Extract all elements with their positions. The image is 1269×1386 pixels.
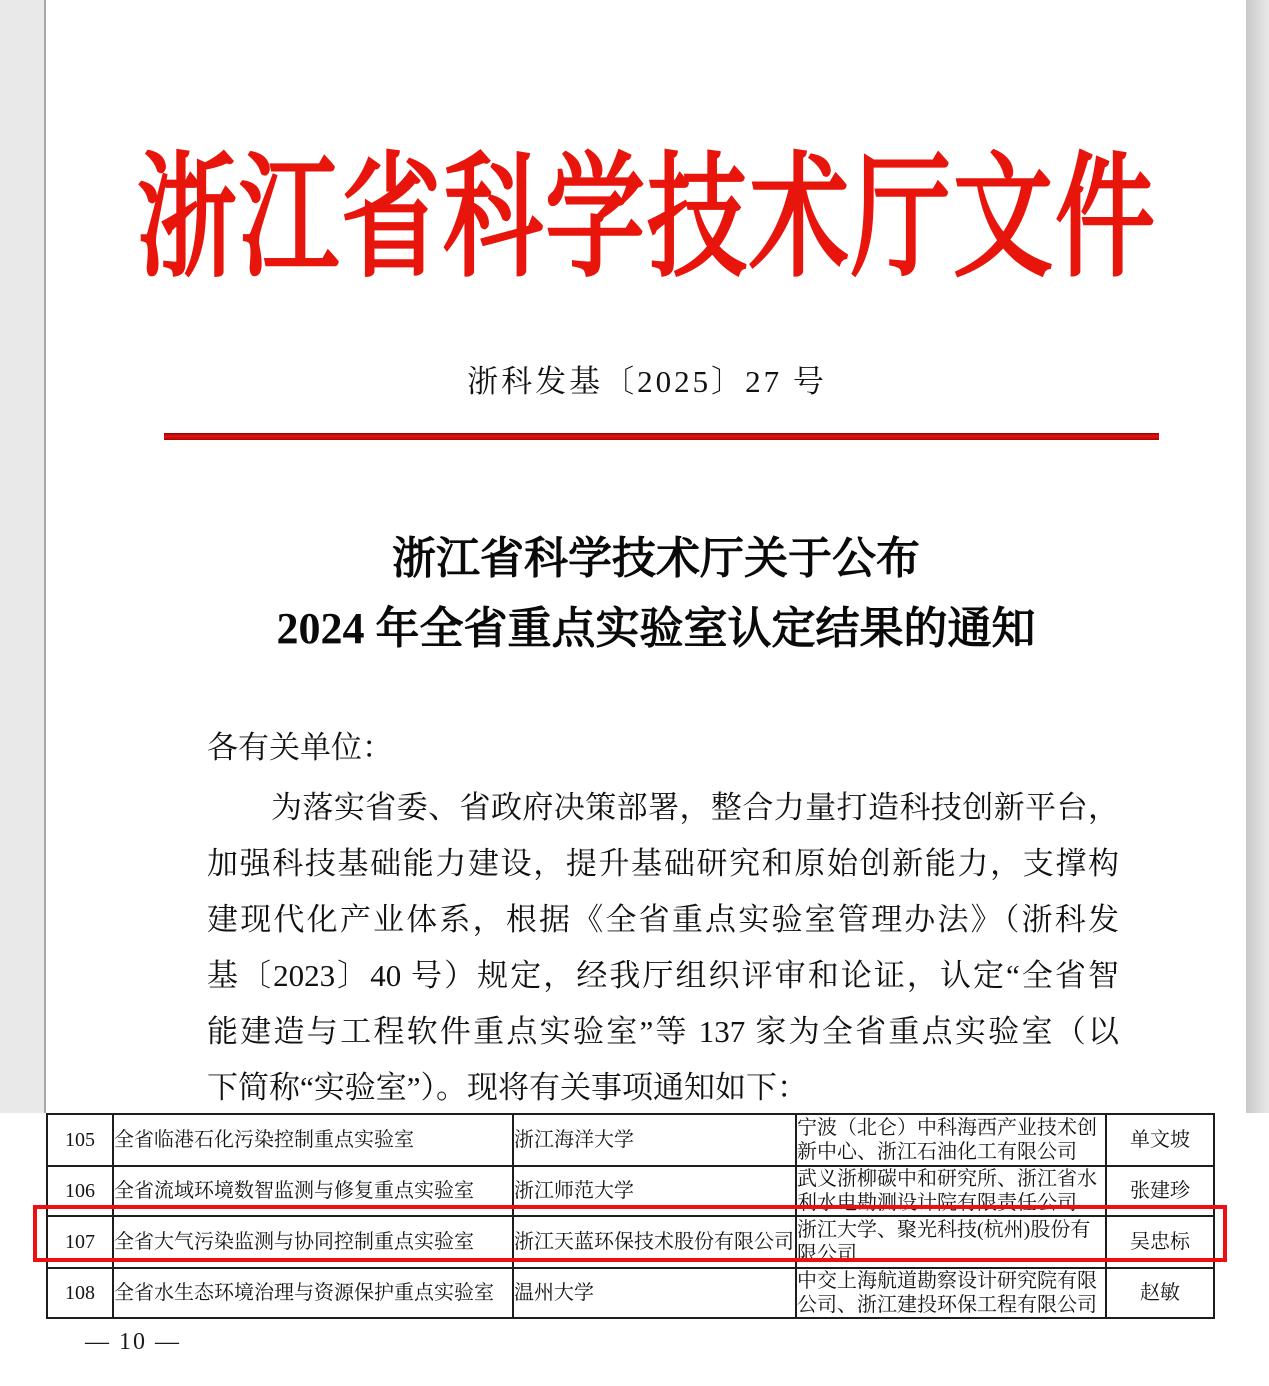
cell-row-number: 105 [47, 1114, 113, 1166]
cell-row-number: 106 [47, 1166, 113, 1216]
notice-title-line2: 2024 年全省重点实验室认定结果的通知 [276, 604, 1036, 653]
cell-host-org: 温州大学 [513, 1268, 796, 1318]
red-separator-rule [164, 433, 1159, 440]
cell-lab-name: 全省水生态环境治理与资源保护重点实验室 [113, 1268, 513, 1318]
cell-partner-orgs: 宁波（北仑）中科海西产业技术创新中心、浙江石油化工有限公司 [796, 1114, 1106, 1166]
paragraph-line: 基〔2023〕40 号）规定，经我厅组织评审和论证，认定“全省智 [207, 958, 1119, 993]
cell-lab-name: 全省大气污染监测与协同控制重点实验室 [113, 1216, 513, 1268]
page-number: — 10 — [85, 1329, 181, 1355]
cell-row-number: 107 [47, 1216, 113, 1268]
letterhead-title: 浙江省科学技术厅文件 [137, 143, 1157, 294]
cell-host-org: 浙江师范大学 [513, 1166, 796, 1216]
table-row [47, 1268, 1214, 1318]
cell-partner-orgs: 浙江大学、聚光科技(杭州)股份有限公司 [796, 1216, 1106, 1268]
cell-host-org: 浙江天蓝环保技术股份有限公司 [513, 1216, 796, 1268]
paragraph-line: 能建造与工程软件重点实验室”等 137 家为全省重点实验室（以 [207, 1014, 1119, 1049]
notice-title-line1: 浙江省科学技术厅关于公布 [392, 534, 920, 583]
scanned-page-table-strip [0, 1113, 1269, 1386]
cell-lab-name: 全省临港石化污染控制重点实验室 [113, 1114, 513, 1166]
cell-partner-orgs: 武义浙柳碳中和研究所、浙江省水利水电勘测设计院有限责任公司 [796, 1166, 1106, 1216]
paragraph-line: 下简称“实验室”）。现将有关事项通知如下： [207, 1070, 809, 1105]
cell-host-org: 浙江海洋大学 [513, 1114, 796, 1166]
cell-director: 张建珍 [1106, 1166, 1214, 1216]
doc-number: 浙科发基〔2025〕27 号 [467, 364, 827, 399]
notice-title [106, 524, 1206, 664]
paragraph-line: 加强科技基础能力建设，提升基础研究和原始创新能力，支撑构 [207, 846, 1119, 881]
cell-director: 单文坡 [1106, 1114, 1214, 1166]
table-row [47, 1114, 1214, 1166]
body-paragraph [207, 780, 1119, 1113]
cell-lab-name: 全省流域环境数智监测与修复重点实验室 [113, 1166, 513, 1216]
paragraph-line: 为落实省委、省政府决策部署，整合力量打造科技创新平台， [271, 790, 1119, 825]
cell-row-number: 108 [47, 1268, 113, 1318]
cell-director: 吴忠标 [1106, 1216, 1214, 1268]
page [44, 0, 1248, 1113]
page-right-shadow [1246, 0, 1269, 1113]
salutation: 各有关单位： [207, 730, 393, 765]
paragraph-line: 建现代化产业体系，根据《全省重点实验室管理办法》（浙科发 [207, 902, 1119, 937]
cell-director: 赵敏 [1106, 1268, 1214, 1318]
cell-partner-orgs: 中交上海航道勘察设计研究院有限公司、浙江建投环保工程有限公司 [796, 1268, 1106, 1318]
red-highlight-box [33, 1205, 1227, 1262]
